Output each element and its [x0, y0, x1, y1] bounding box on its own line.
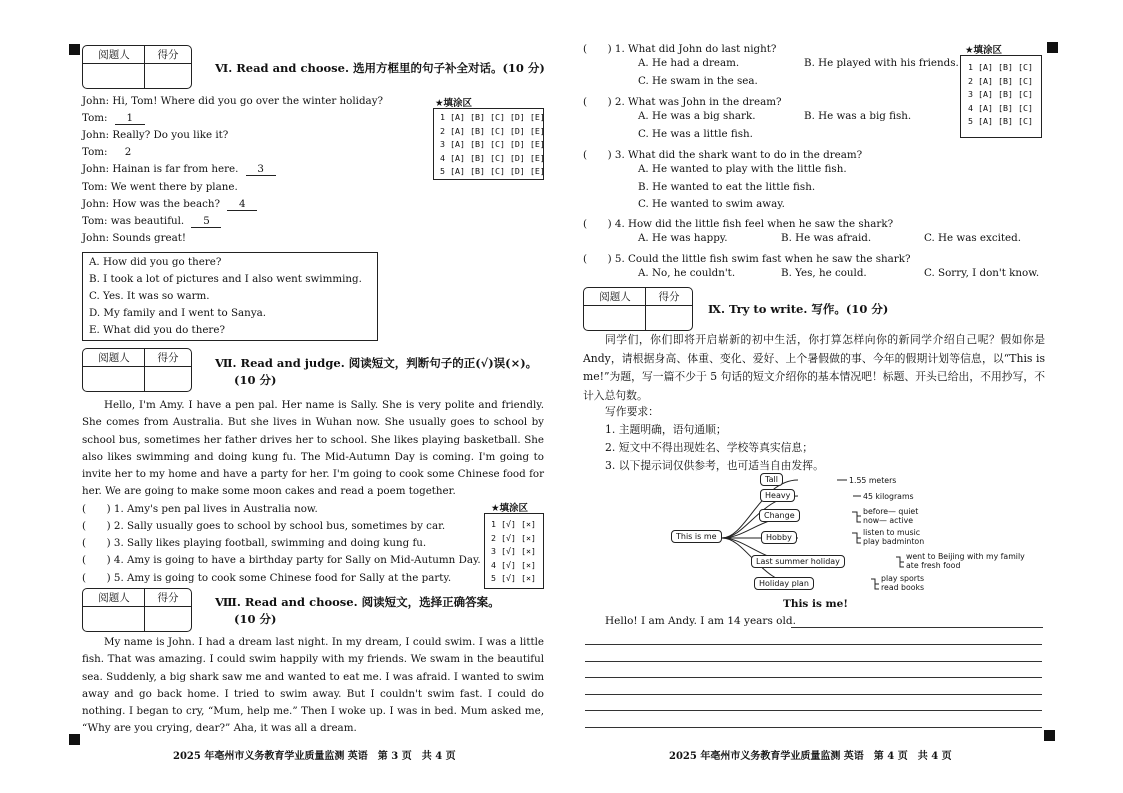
registration-mark	[1044, 730, 1055, 741]
mindmap-summer: Last summer holiday	[751, 555, 845, 568]
requirement-item: 2. 短文中不得出现姓名、学校等真实信息；	[605, 441, 814, 454]
writing-line	[585, 694, 1042, 695]
page-3	[0, 0, 561, 793]
answer-blank: 5	[191, 215, 221, 228]
choice-option: C. He was excited.	[924, 232, 1021, 244]
dialogue-text: Really? Do you like it?	[112, 129, 229, 141]
writing-line	[585, 710, 1042, 711]
speaker: John:	[82, 198, 110, 210]
answer-card-row: 3 [A] [B] [C]	[968, 89, 1033, 100]
judge-question: ( ) 4. Amy is going to have a birthday party for Sally on Mid-Autumn Day.	[82, 554, 481, 566]
dialogue-line	[82, 232, 186, 244]
section-7-title: Ⅶ. Read and judge. 阅读短文，判断句子的正(√)误(×)。	[215, 356, 538, 370]
writing-line	[585, 661, 1042, 662]
answer-card-row: 5 [√] [×]	[491, 573, 536, 584]
choice-option: B. He was afraid.	[781, 232, 872, 244]
mindmap-tall: Tall	[760, 473, 783, 486]
page-4: ( ) 1. What did John do last night? A. He had a dream. B. He played with his friends. C. He swam in the sea. ( ) 2. What was John in the dream? A. He was a big shark. B. He was a big fish. C. He was a little fish. ( ) 3. What did the shark want to do in the dream? A. He wanted to play with the little fish. B. He wanted to eat the little fish. C. He wanted to swim away. ( ) 4. How did the little fish feel when he saw the shark? A. He was happy. B. He was afraid. C. He was excited. ( ) 5. Could the little fish swim fast when he saw the shark? A. No, he couldn't. B. Yes, he could. C. Sorry, I don't know. ★填涂区 1 [A] [B] [C] 2 [A] [B] [C] 3 [A] [B] [C] 4 [A] [B] [C] 5 [A] [B] [C] 阅题人 得分 Ⅸ. Try to write. 写作。(10 分) 同学们，你们即将开启崭新的初中生活，你打算怎样向你的新同学介绍自己呢？假如你是Andy，请根据身高、体重、变化、爱好、上个暑假做的事、今年的假期计划等信息，以“This is me!”为题，写一篇不少于 5 句话的短文介绍你的基本情况吧！标题、开头已给出，不用抄写，不计入总句数。 写作要求： 1. 主题明确，语句通顺； 2. 短文中不得出现姓名、学校等真实信息； 3. 以下提示词仅供参考，也可适当自由发挥。 This is me Tall 1.55 meters Heavy 45 kilograms Change before— quiet now— active Hobby listen to music play badminton Last summer holiday went to Beijing with my family ate fresh food Holiday plan play sports read books This is me! Hello! I am Andy. I am 14 years old. 2025 年亳州市义务教育学业质量监测 英语 第 4 页 共 4 页	[561, 0, 1123, 793]
registration-mark	[1047, 42, 1058, 53]
dialogue-line	[82, 95, 383, 107]
dialogue-text: was beautiful.	[110, 215, 185, 227]
option-item: C. Yes. It was so warm.	[89, 290, 210, 302]
section-8-points: (10 分)	[234, 612, 277, 626]
choice-option: C. He wanted to swim away.	[638, 198, 785, 210]
essay-start: Hello! I am Andy. I am 14 years old.	[605, 615, 796, 627]
answer-card-6: ★填涂区 1 [A] [B] [C] [D] [E] 2 [A] [B] [C] [D] [E] 3 [A] [B] [C] [D] [E] 4 [A] [B] [C] [D] [E] 5 [A] [B] [C] [D] [E]	[433, 108, 544, 180]
section-8-title: Ⅷ. Read and choose. 阅读短文，选择正确答案。	[215, 595, 500, 609]
registration-mark	[69, 44, 80, 55]
choice-question-stem: ( ) 1. What did John do last night?	[583, 43, 777, 55]
choice-question-stem: ( ) 5. Could the little fish swim fast when he saw the shark?	[583, 253, 911, 265]
answer-card-row: 2 [A] [B] [C]	[968, 75, 1033, 86]
speaker: John:	[82, 163, 110, 175]
mindmap-center: This is me	[671, 530, 722, 543]
choice-question-stem: ( ) 3. What did the shark want to do in the dream?	[583, 149, 863, 161]
answer-card-row: 3 [A] [B] [C] [D] [E]	[440, 139, 545, 150]
choice-option: A. He had a dream.	[638, 57, 740, 69]
writing-line	[791, 627, 1043, 628]
writing-line	[585, 727, 1042, 728]
answer-card-8: ★填涂区 1 [A] [B] [C] 2 [A] [B] [C] 3 [A] [B] [C] 4 [A] [B] [C] 5 [A] [B] [C]	[960, 55, 1042, 138]
answer-blank: 4	[227, 198, 257, 211]
choice-option: B. He wanted to eat the little fish.	[638, 181, 816, 193]
judge-question: ( ) 5. Amy is going to cook some Chinese food for Sally at the party.	[82, 572, 452, 584]
writing-prompt: 同学们，你们即将开启崭新的初中生活，你打算怎样向你的新同学介绍自己呢？假如你是Andy，请根据身高、体重、变化、爱好、上个暑假做的事、今年的假期计划等信息，以“This is me!”为题，写一篇不少于 5 句话的短文介绍你的基本情况吧！标题、开头已给出，不用抄写，不计入总句数。	[583, 333, 1045, 402]
answer-card-row: 2 [√] [×]	[491, 532, 536, 543]
choice-option: A. He was happy.	[638, 232, 728, 244]
dialogue-line	[82, 198, 257, 211]
option-item: D. My family and I went to Sanya.	[89, 307, 267, 319]
choice-option: B. He was a big fish.	[804, 110, 912, 122]
mindmap-plan: Holiday plan	[754, 577, 814, 590]
mindmap-change: Change	[759, 509, 800, 522]
answer-card-row: 5 [A] [B] [C] [D] [E]	[440, 166, 545, 177]
section-6-title: Ⅵ. Read and choose. 选用方框里的句子补全对话。(10 分)	[215, 61, 545, 75]
judge-question: ( ) 1. Amy's pen pal lives in Australia now.	[82, 503, 318, 515]
choice-option: A. He was a big shark.	[638, 110, 756, 122]
dialogue-text: Hi, Tom! Where did you go over the winter holiday?	[112, 95, 384, 107]
choice-option: C. He swam in the sea.	[638, 75, 758, 87]
choice-question-stem: ( ) 4. How did the little fish feel when he saw the shark?	[583, 218, 894, 230]
writing-line	[585, 677, 1042, 678]
score-box: 阅题人 得分	[583, 287, 693, 331]
choice-question-stem: ( ) 2. What was John in the dream?	[583, 96, 782, 108]
dialogue-line	[82, 215, 221, 228]
dialogue-line	[82, 181, 238, 193]
passage-7: Hello, I'm Amy. I have a pen pal. Her name is Sally. She is very polite and friendly. She comes from Australia. But she lives in Wuhan now. She usually goes to school by school bus, sometimes her father drives her to school. She likes playing basketball. She also likes swimming and doing kung fu. The Mid-Autumn Day is coming. I'm going to invite her to my home and have a party for her. I'm going to cook some Chinese food for her. We are going to make some moon cakes and read a poem together.	[82, 399, 544, 498]
footer-page-4: 2025 年亳州市义务教育学业质量监测 英语 第 4 页 共 4 页	[669, 751, 952, 762]
requirement-item: 3. 以下提示词仅供参考，也可适当自由发挥。	[605, 459, 824, 472]
footer-page-3: 2025 年亳州市义务教育学业质量监测 英语 第 3 页 共 4 页	[173, 751, 456, 762]
speaker: John:	[82, 95, 110, 107]
section-7-points: (10 分)	[234, 373, 277, 387]
option-item: E. What did you do there?	[89, 324, 225, 336]
answer-blank: 3	[246, 163, 276, 176]
answer-card-7: ★填涂区 1 [√] [×] 2 [√] [×] 3 [√] [×] 4 [√] [×] 5 [√] [×]	[484, 513, 544, 589]
dialogue-line	[82, 129, 228, 141]
mindmap-hobby: Hobby	[761, 531, 797, 544]
dialogue-line	[82, 146, 131, 158]
judge-question: ( ) 3. Sally likes playing football, swimming and doing kung fu.	[82, 537, 427, 549]
score-box: 阅题人 得分	[82, 588, 192, 632]
dialogue-text: 2	[124, 146, 132, 158]
section-9-title: Ⅸ. Try to write. 写作。(10 分)	[708, 302, 889, 316]
choice-option: B. He played with his friends.	[804, 57, 959, 69]
dialogue-text: We went there by plane.	[110, 181, 238, 193]
answer-card-row: 2 [A] [B] [C] [D] [E]	[440, 125, 545, 136]
choice-option: C. He was a little fish.	[638, 128, 753, 140]
choice-option: B. Yes, he could.	[781, 267, 867, 279]
dialogue-text: How was the beach?	[112, 198, 220, 210]
dialogue-text: Sounds great!	[112, 232, 187, 244]
passage-8: My name is John. I had a dream last night. In my dream, I could swim. I was a little fish. That was amazing. I could swim happily with my friends. We swam in the beautiful sea. Suddenly, a big shark saw me and wanted to eat me. I was afraid. I wanted to swim away and go back home. I tried to swim away. But I couldn't swim fast. I could do nothing. I began to cry, “Mum, help me.” Then I woke up. I was in bed. Mum asked me, “Why are you crying, dear?” Aha, it was all a dream.	[82, 636, 544, 735]
registration-mark	[69, 734, 80, 745]
answer-card-row: 5 [A] [B] [C]	[968, 116, 1033, 127]
speaker: Tom:	[82, 181, 108, 193]
dialogue-text: Hainan is far from here.	[112, 163, 239, 175]
answer-blank: 1	[115, 112, 145, 125]
mindmap-heavy: Heavy	[760, 489, 795, 502]
speaker: Tom:	[82, 112, 108, 124]
options-box	[82, 252, 378, 341]
speaker: Tom:	[82, 215, 108, 227]
dialogue-line	[82, 112, 145, 125]
speaker: John:	[82, 232, 110, 244]
dialogue-line	[82, 163, 276, 176]
choice-option: A. No, he couldn't.	[638, 267, 736, 279]
answer-card-row: 1 [√] [×]	[491, 519, 536, 529]
score-box: 阅题人 得分	[82, 348, 192, 392]
answer-card-row: 1 [A] [B] [C] [D] [E]	[440, 112, 545, 122]
speaker: Tom:	[82, 146, 108, 158]
answer-card-row: 4 [A] [B] [C] [D] [E]	[440, 152, 545, 163]
requirement-item: 1. 主题明确，语句通顺；	[605, 423, 727, 436]
judge-question: ( ) 2. Sally usually goes to school by school bus, sometimes by car.	[82, 520, 446, 532]
requirements-title: 写作要求：	[605, 405, 659, 418]
answer-card-row: 4 [√] [×]	[491, 559, 536, 570]
answer-card-row: 3 [√] [×]	[491, 546, 536, 557]
answer-card-row: 4 [A] [B] [C]	[968, 102, 1033, 113]
writing-line	[585, 644, 1042, 645]
score-box: 阅题人 得分	[82, 45, 192, 89]
option-item: A. How did you go there?	[89, 256, 222, 268]
choice-option: C. Sorry, I don't know.	[924, 267, 1040, 279]
answer-card-row: 1 [A] [B] [C]	[968, 62, 1033, 72]
essay-title: This is me!	[783, 598, 848, 610]
speaker: John:	[82, 129, 110, 141]
option-item: B. I took a lot of pictures and I also went swimming.	[89, 273, 362, 285]
choice-option: A. He wanted to play with the little fish.	[638, 163, 847, 175]
